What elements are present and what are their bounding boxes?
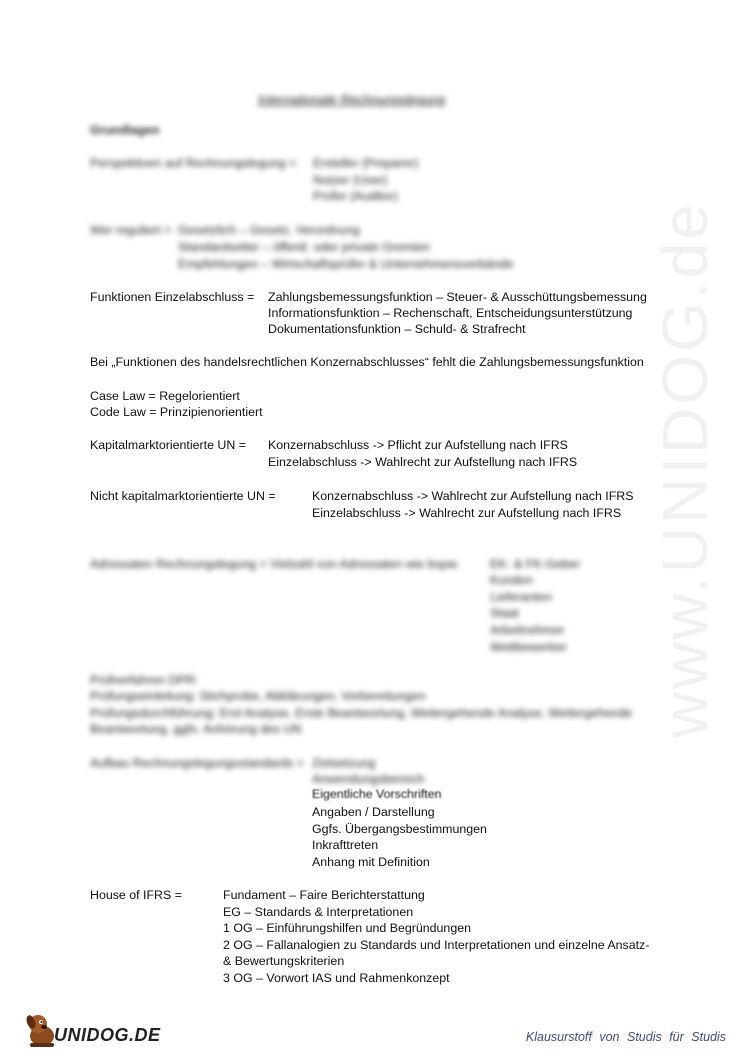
adressaten-label: Adressaten Rechnungslegung = Vielzahl von Adressaten wie bspw.	[90, 557, 460, 571]
aufbau-item: Inkrafttreten	[312, 838, 379, 852]
kapitalmarkt-item: Konzernabschluss -> Pflicht zur Aufstellung nach IFRS	[268, 438, 568, 452]
wer-reguliert-item: Standardsetter – öffentl. oder private Gremien	[178, 240, 430, 254]
section-heading: Grundlagen	[90, 123, 160, 137]
perspektiven-label: Perspektiven auf Rechnungslegung =	[90, 156, 297, 170]
nicht-kapitalmarkt-label: Nicht kapitalmarktorientierte UN =	[90, 489, 276, 503]
kapitalmarkt-label: Kapitalmarktorientierte UN =	[90, 438, 246, 452]
code-law: Code Law = Prinzipienorientiert	[90, 405, 263, 419]
perspektiven-item: Prüfer (Auditor)	[313, 189, 398, 203]
aufbau-item: Eigentliche Vorschriften	[312, 787, 442, 801]
pruef-line: Prüfungseinleitung: Stichprobe, Abklärungen, Vorbereitungen	[90, 689, 426, 703]
adressaten-item: EK- & FK-Geber	[490, 557, 581, 571]
watermark: www.UNIDOG.de	[649, 201, 721, 738]
wer-reguliert-label: Wer reguliert =	[90, 223, 172, 237]
adressaten-item: Staat	[490, 606, 519, 620]
house-item: EG – Standards & Interpretationen	[223, 905, 414, 919]
aufbau-item: Anhang mit Definition	[312, 855, 430, 869]
nicht-kapitalmarkt-item: Einzelabschluss -> Wahlrecht zur Aufstellung nach IFRS	[312, 506, 622, 520]
funktionen-item: Zahlungsbemessungsfunktion – Steuer- & Ausschüttungsbemessung	[268, 290, 647, 304]
footer-tagline: Klausurstoff von Studis für Studis	[525, 1030, 726, 1044]
funktionen-label: Funktionen Einzelabschluss =	[90, 290, 255, 304]
perspektiven-item: Nutzer (User)	[313, 173, 388, 187]
kapitalmarkt-item: Einzelabschluss -> Wahlrecht zur Aufstellung nach IFRS	[268, 455, 578, 469]
document-title: Internationale Rechnungslegung	[258, 92, 446, 107]
aufbau-item: Angaben / Darstellung	[312, 805, 435, 819]
house-item: 2 OG – Fallanalogien zu Standards und Interpretationen und einzelne Ansatz-	[223, 938, 650, 952]
nicht-kapitalmarkt-item: Konzernabschluss -> Wahlrecht zur Aufstellung nach IFRS	[312, 489, 634, 503]
aufbau-item: Anwendungsbereich	[312, 772, 425, 786]
house-item: Fundament – Faire Berichterstattung	[223, 888, 425, 902]
pruef-line: Prüfverfahren DPR:	[90, 673, 199, 687]
case-law: Case Law = Regelorientiert	[90, 389, 240, 403]
aufbau-item: Ggfs. Übergangsbestimmungen	[312, 822, 487, 836]
funktionen-item: Informationsfunktion – Rechenschaft, Entscheidungsunterstützung	[268, 306, 633, 320]
wer-reguliert-item: Empfehlungen – Wirtschaftsprüfer & Unternehmensverbände	[178, 257, 514, 271]
house-item: 1 OG – Einführungshilfen und Begründungen	[223, 921, 471, 935]
aufbau-item: Zielsetzung	[312, 756, 376, 770]
pruef-line: Beantwortung, ggfs. Anhörung des UN	[90, 722, 302, 736]
house-label: House of IFRS =	[90, 888, 182, 902]
aufbau-label: Aufbau Rechnungslegungsstandards =	[90, 756, 304, 770]
logo-text: UNIDOG.DE	[54, 1025, 161, 1045]
konzern-note: Bei „Funktionen des handelsrechtlichen Konzernabschlusses“ fehlt die Zahlungsbemessungsfunktion	[90, 355, 644, 369]
adressaten-item: Lieferanten	[490, 590, 553, 604]
funktionen-item: Dokumentationsfunktion – Schuld- & Strafrecht	[268, 322, 526, 336]
house-item: & Bewertungskriterien	[223, 954, 345, 968]
wer-reguliert-item: Gesetzlich – Gesetz, Verordnung	[178, 223, 360, 237]
house-item: 3 OG – Vorwort IAS und Rahmenkonzept	[223, 971, 450, 985]
adressaten-item: Arbeitnehmer	[490, 623, 565, 637]
perspektiven-item: Ersteller (Preparer)	[313, 156, 419, 170]
adressaten-item: Wettbewerber	[490, 640, 567, 654]
pruef-line: Prüfungsdurchführung: Erst Analyse, Erste Beantwortung, Weitergehende Analyse, Weitergehende	[90, 706, 633, 720]
adressaten-item: Kunden	[490, 573, 533, 587]
